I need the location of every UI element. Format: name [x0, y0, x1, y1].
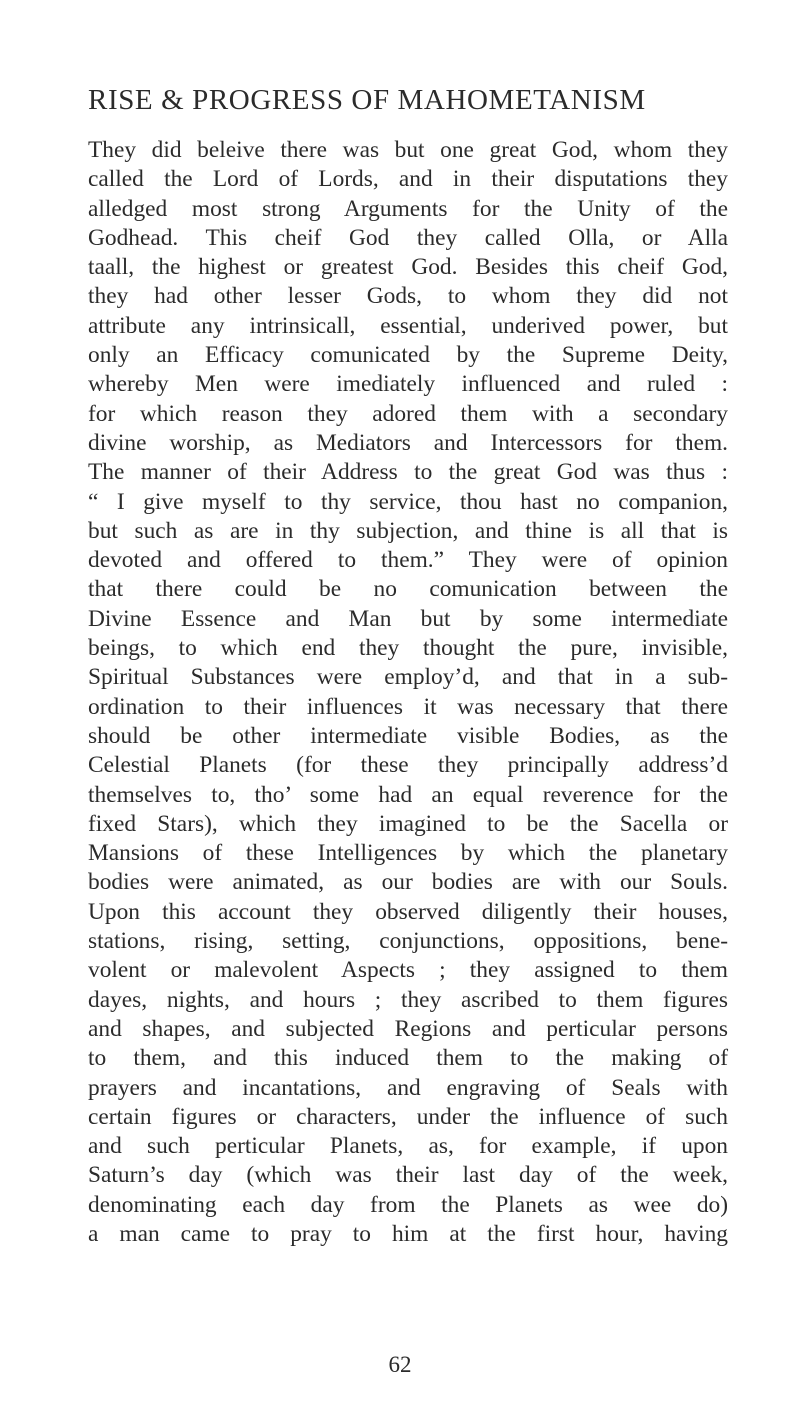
- text-line: called the Lord of Lords, and in their disputations they: [88, 166, 728, 193]
- text-line: bodies were animated, as our bodies are with our Souls.: [88, 869, 728, 896]
- text-line: beings, to which end they thought the pure, invisible,: [88, 635, 728, 662]
- text-line: ordination to their influences it was necessary that there: [88, 693, 728, 720]
- text-line: certain figures or characters, under the influence of such: [88, 1103, 728, 1130]
- text-line: The manner of their Address to the great God was thus :: [88, 459, 728, 486]
- text-line: prayers and incantations, and engraving of Seals with: [88, 1074, 728, 1101]
- text-line: to them, and this induced them to the making of: [88, 1045, 728, 1072]
- text-line: stations, rising, setting, conjunctions, oppositions, bene-: [88, 928, 728, 955]
- body-text: [88, 136, 728, 1249]
- text-line: volent or malevolent Aspects ; they assigned to them: [88, 957, 728, 984]
- text-line: but such as are in thy subjection, and thine is all that is: [88, 517, 728, 544]
- running-head: RISE & PROGRESS OF MAHOMETANISM: [88, 84, 646, 116]
- text-line: taall, the highest or greatest God. Besides this cheif God,: [88, 254, 728, 281]
- text-line: a man came to pray to him at the first hour, having: [88, 1220, 728, 1247]
- text-line: that there could be no comunication between the: [88, 576, 728, 603]
- page-number: 62: [388, 1352, 412, 1377]
- text-line: for which reason they adored them with a secondary: [88, 400, 728, 427]
- text-line: devoted and offered to them.” They were of opinion: [88, 547, 728, 574]
- text-line: themselves to, tho’ some had an equal reverence for the: [88, 781, 728, 808]
- text-line: dayes, nights, and hours ; they ascribed to them figures: [88, 986, 728, 1013]
- text-line: should be other intermediate visible Bodies, as the: [88, 722, 728, 749]
- text-line: and such perticular Planets, as, for example, if upon: [88, 1133, 728, 1160]
- text-line: they had other lesser Gods, to whom they did not: [88, 283, 728, 310]
- text-line: denominating each day from the Planets as wee do): [88, 1191, 728, 1218]
- text-line: alledged most strong Arguments for the Unity of the: [88, 195, 728, 222]
- text-line: and shapes, and subjected Regions and perticular persons: [88, 1015, 728, 1042]
- text-line: only an Efficacy comunicated by the Supreme Deity,: [88, 342, 728, 369]
- text-line: attribute any intrinsicall, essential, underived power, but: [88, 312, 728, 339]
- text-line: divine worship, as Mediators and Intercessors for them.: [88, 429, 728, 456]
- text-line: Celestial Planets (for these they principally address’d: [88, 752, 728, 779]
- text-line: whereby Men were imediately influenced and ruled :: [88, 371, 728, 398]
- text-line: Divine Essence and Man but by some intermediate: [88, 605, 728, 632]
- text-line: Upon this account they observed diligently their houses,: [88, 898, 728, 925]
- text-line: fixed Stars), which they imagined to be the Sacella or: [88, 810, 728, 837]
- text-line: Saturn’s day (which was their last day of the week,: [88, 1162, 728, 1189]
- text-line: Spiritual Substances were employ’d, and that in a sub-: [88, 664, 728, 691]
- text-line: They did beleive there was but one great God, whom they: [88, 137, 728, 163]
- text-line: Mansions of these Intelligences by which the planetary: [88, 840, 728, 867]
- text-line: Godhead. This cheif God they called Olla, or Alla: [88, 224, 728, 251]
- text-line: “ I give myself to thy service, thou hast no companion,: [88, 488, 728, 515]
